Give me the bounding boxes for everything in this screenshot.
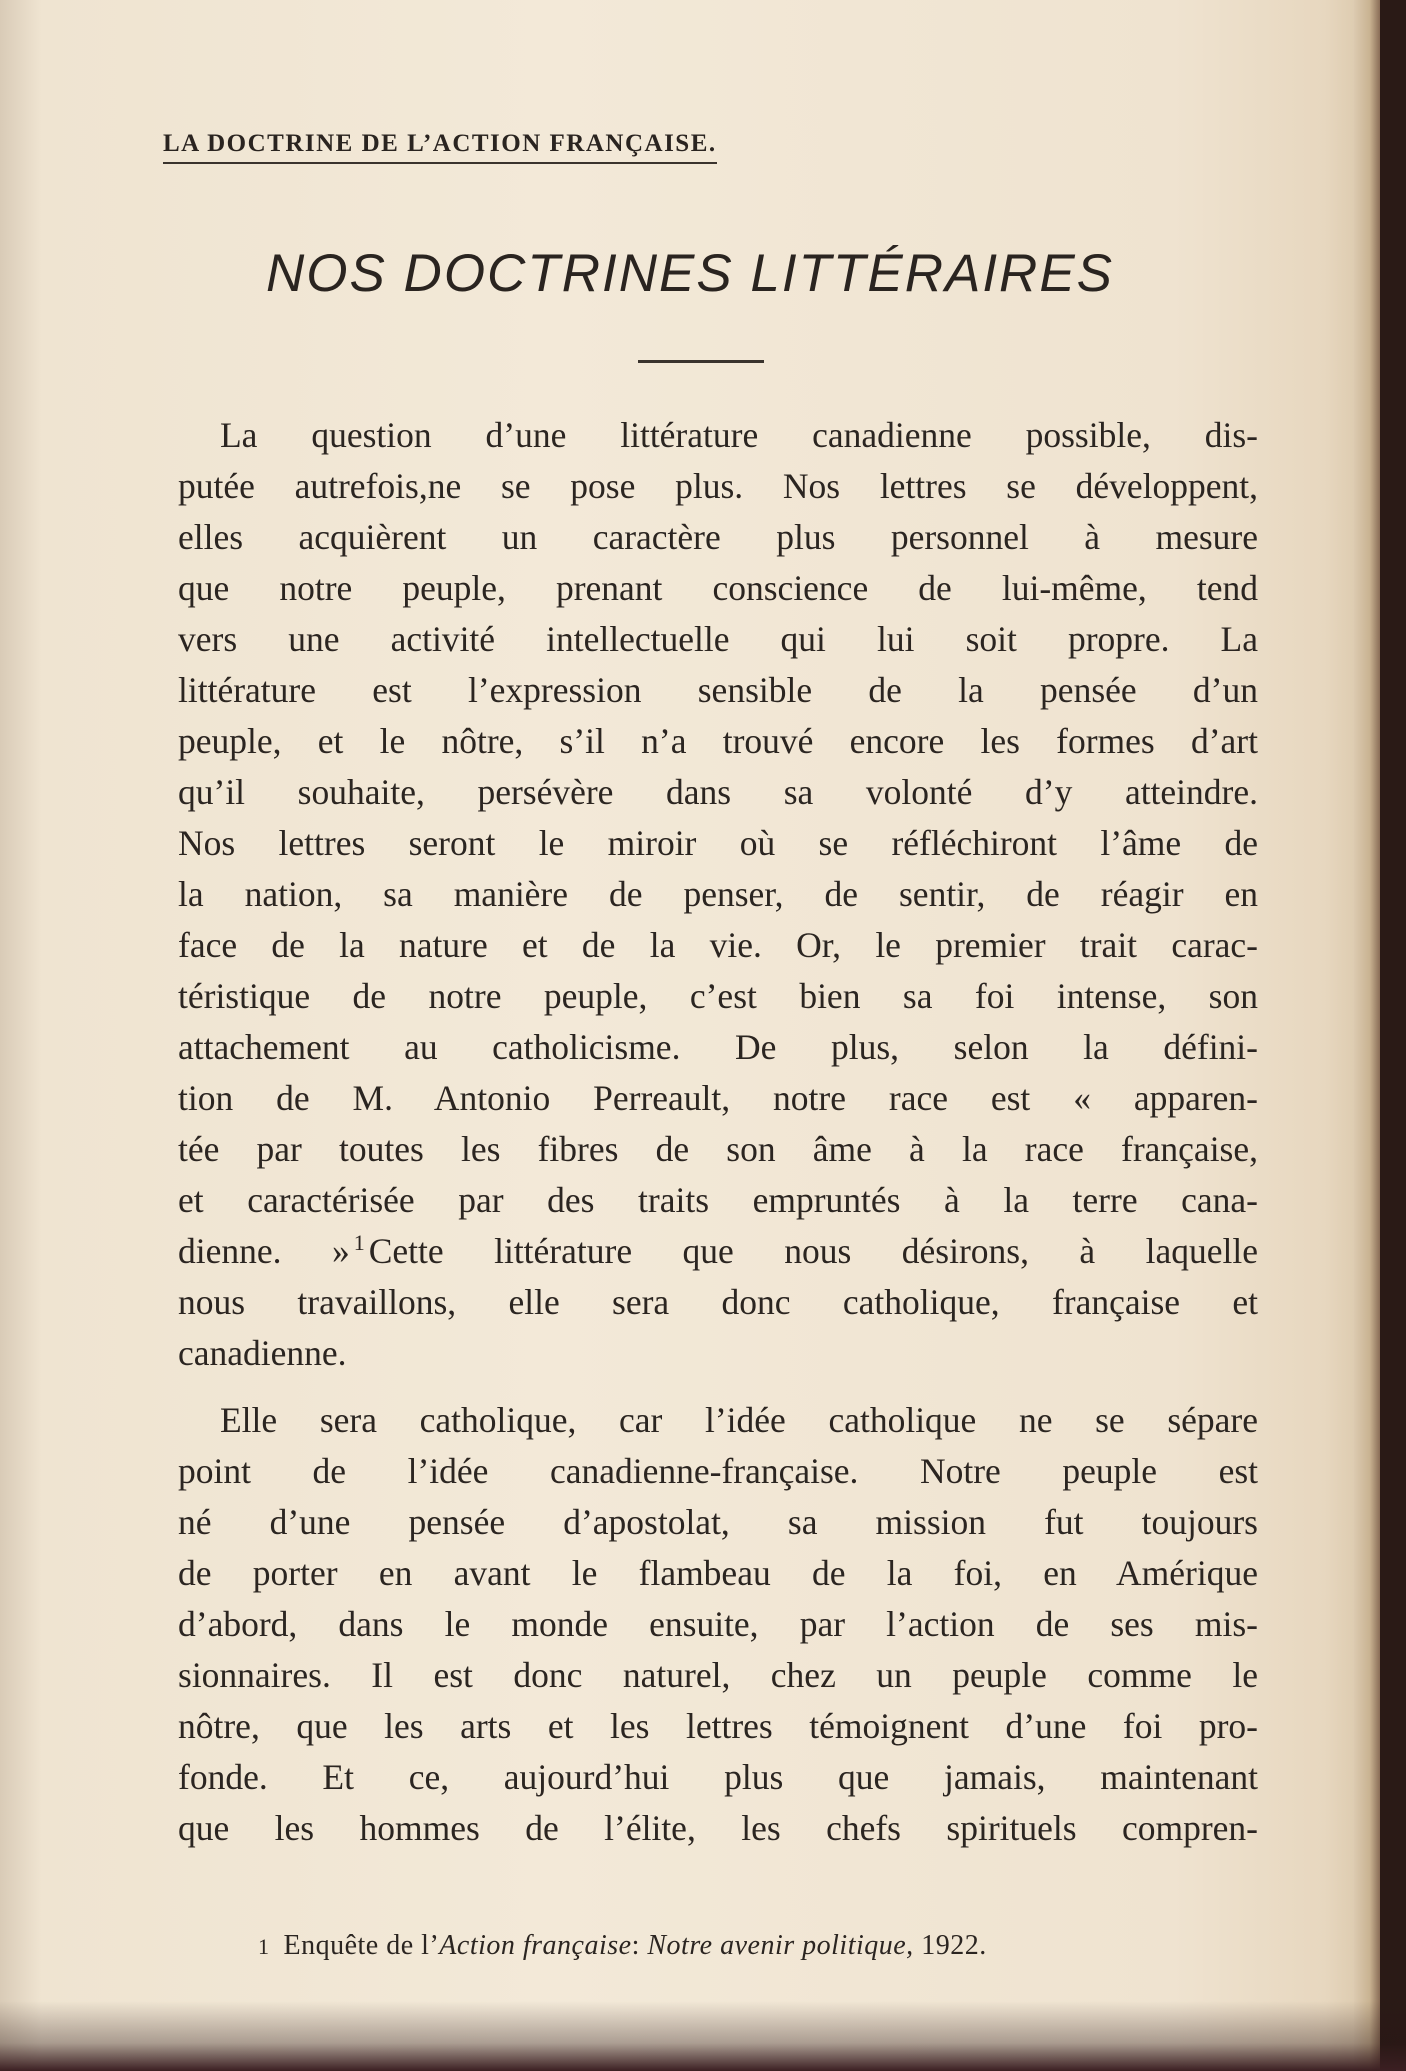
text-line: face de la nature et de la vie. Or, le premier trait carac- [178,925,1258,965]
text-line: sionnaires. Il est donc naturel, chez un peuple comme le [178,1655,1258,1695]
paragraph-2 [178,1395,1258,1854]
text-line: point de l’idée canadienne-française. Notre peuple est [178,1451,1258,1491]
footnote-source: Action française [439,1930,632,1961]
text-line: et caractérisée par des traits empruntés à la terre cana- [178,1180,1258,1220]
text-line: attachement au catholicisme. De plus, selon la défini- [178,1027,1258,1067]
text-line: canadienne. [178,1333,347,1373]
body-text [178,410,1258,1854]
binding-shadow [0,2001,1406,2071]
text-line: fonde. Et ce, aujourd’hui plus que jamais, maintenant [178,1757,1258,1797]
text-line: que les hommes de l’élite, les chefs spirituels compren- [178,1808,1258,1848]
text-line: peuple, et le nôtre, s’il n’a trouvé encore les formes d’art [178,721,1258,761]
footnote-number: 1 [258,1934,270,1959]
title-divider [638,360,764,363]
text-line: la nation, sa manière de penser, de sentir, de réagir en [178,874,1258,914]
page-edge [1354,0,1380,2071]
text-line: vers une activité intellectuelle qui lui soit propre. La [178,619,1258,659]
footnote-work: Notre avenir politique, [647,1930,914,1961]
text-line: littérature est l’expression sensible de la pensée d’un [178,670,1258,710]
text-line: d’abord, dans le monde ensuite, par l’action de ses mis- [178,1604,1258,1644]
text-line: nous travaillons, elle sera donc catholique, française et [178,1282,1258,1322]
footnote: 1 Enquête de l’Action française: Notre avenir politique, 1922. [258,1930,987,1961]
text-line: La question d’une littérature canadienne possible, dis- [220,415,1258,455]
text-line: Nos lettres seront le miroir où se réfléchiront l’âme de [178,823,1258,863]
text-line: que notre peuple, prenant conscience de lui-même, tend [178,568,1258,608]
text-line: qu’il souhaite, persévère dans sa volonté d’y atteindre. [178,772,1258,812]
footnote-reference[interactable]: 1 [353,1230,365,1256]
footnote-year: 1922. [921,1930,987,1961]
running-head: LA DOCTRINE DE L’ACTION FRANÇAISE. [163,130,717,164]
text-line: Elle sera catholique, car l’idée catholique ne se sépare [220,1400,1258,1440]
text-line: tion de M. Antonio Perreault, notre race est « apparen- [178,1078,1258,1118]
text-line: de porter en avant le flambeau de la foi, en Amérique [178,1553,1258,1593]
text-line: nôtre, que les arts et les lettres témoignent d’une foi pro- [178,1706,1258,1746]
text-line: elles acquièrent un caractère plus personnel à mesure [178,517,1258,557]
text-line: putée autrefois,ne se pose plus. Nos lettres se développent, [178,466,1258,506]
text-line-with-footnote-ref: dienne. » $^1$ Cette littérature que nous désirons, à laquelle [178,1230,1258,1271]
text-line: tée par toutes les fibres de son âme à la race française, [178,1129,1258,1169]
text-line: né d’une pensée d’apostolat, sa mission fut toujours [178,1502,1258,1542]
text-line: téristique de notre peuple, c’est bien sa foi intense, son [178,976,1258,1016]
chapter-title: NOS DOCTRINES LITTÉRAIRES [265,244,1115,303]
paragraph-1 [178,410,1258,1379]
